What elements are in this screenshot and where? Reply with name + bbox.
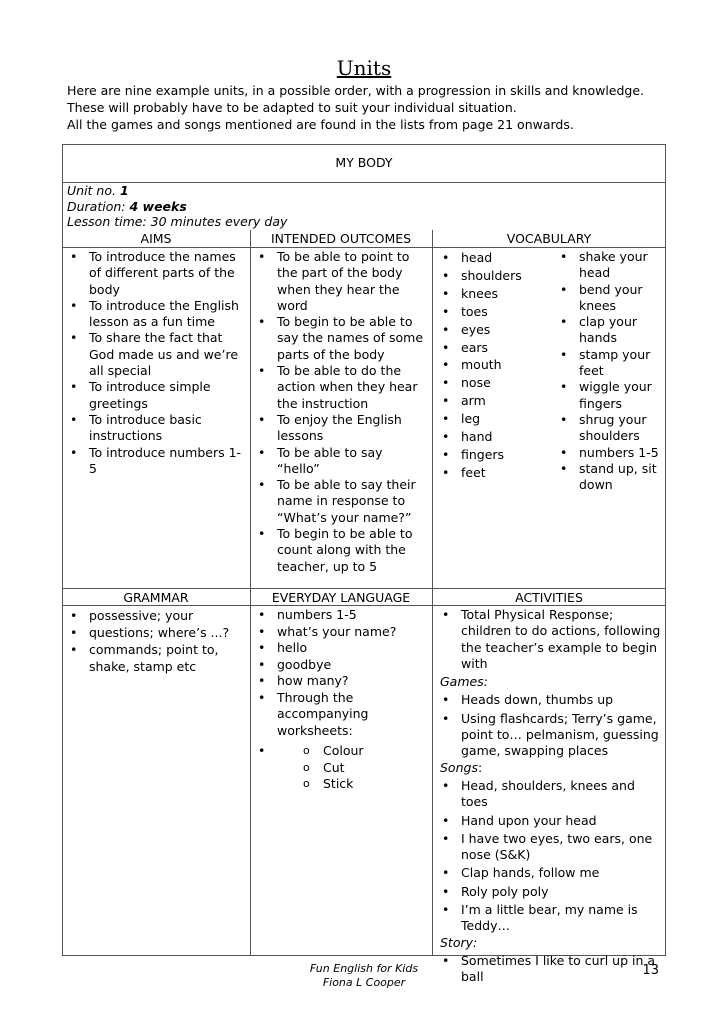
author-name: Fiona L Cooper bbox=[322, 976, 406, 989]
col-header-vocabulary: VOCABULARY bbox=[506, 231, 592, 246]
table-divider bbox=[62, 588, 666, 589]
worksheet-sublist bbox=[256, 743, 428, 793]
list-item: • bend your knees bbox=[558, 282, 662, 315]
list-item: • numbers 1-5 bbox=[256, 607, 428, 624]
list-item: • Head, shoulders, knees and toes bbox=[440, 778, 662, 811]
list-item: • Through the accompanying worksheets: bbox=[256, 690, 428, 740]
list-item: • what’s your name? bbox=[256, 624, 428, 641]
unit-number: Unit no. 1 bbox=[67, 183, 129, 198]
list-item: • To begin to be able to count along with the teacher, up to 5 bbox=[256, 526, 428, 575]
list-item: • Heads down, thumbs up bbox=[440, 692, 662, 708]
col-header-outcomes: INTENDED OUTCOMES bbox=[270, 231, 412, 246]
list-item: • commands; point to, shake, stamp etc bbox=[68, 641, 246, 675]
list-item: • To be able to say their name in response to “What’s your name?” bbox=[256, 477, 428, 526]
story-label: Story: bbox=[440, 934, 478, 950]
page-title: Units bbox=[336, 56, 392, 80]
list-item: • feet bbox=[440, 464, 548, 482]
aims-list bbox=[68, 249, 246, 477]
list-item: • numbers 1-5 bbox=[558, 445, 662, 461]
table-divider bbox=[62, 247, 666, 248]
list-item: • To introduce simple greetings bbox=[68, 379, 246, 412]
list-item: • To be able to say “hello” bbox=[256, 445, 428, 478]
vocabulary-list-actions bbox=[558, 249, 662, 493]
intro-line: All the games and songs mentioned are found in the lists from page 21 onwards. bbox=[67, 117, 574, 132]
list-item: • questions; where’s ...? bbox=[68, 624, 246, 641]
list-item: • arm bbox=[440, 392, 548, 410]
grammar-list bbox=[68, 607, 246, 675]
list-item: o Cut bbox=[303, 760, 428, 777]
list-item: • To introduce numbers 1-5 bbox=[68, 445, 246, 478]
page-footer bbox=[0, 962, 728, 990]
list-item: • possessive; your bbox=[68, 607, 246, 624]
col-header-grammar: GRAMMAR bbox=[123, 590, 189, 605]
list-item: • Using flashcards; Terry’s game, point to… pelmanism, guessing game, swapping places bbox=[440, 711, 662, 760]
unit-heading: MY BODY bbox=[335, 155, 393, 170]
lesson-time: Lesson time: 30 minutes every day bbox=[67, 214, 288, 229]
list-item: o • Colour bbox=[303, 743, 428, 760]
list-item: • stand up, sit down bbox=[558, 461, 662, 494]
list-item: • nose bbox=[440, 374, 548, 392]
list-item: • To begin to be able to say the names of some parts of the body bbox=[256, 314, 428, 363]
book-title: Fun English for Kids bbox=[309, 962, 419, 975]
list-item: • To enjoy the English lessons bbox=[256, 412, 428, 445]
list-item: • goodbye bbox=[256, 657, 428, 674]
list-item: • hello bbox=[256, 640, 428, 657]
list-item: • Roly poly poly bbox=[440, 884, 662, 900]
list-item: • how many? bbox=[256, 673, 428, 690]
col-header-aims: AIMS bbox=[140, 231, 172, 246]
unit-duration: Duration: 4 weeks bbox=[67, 198, 187, 214]
list-item: • To introduce the names of different parts of the body bbox=[68, 249, 246, 298]
list-item: • To share the fact that God made us and we’re all special bbox=[68, 330, 246, 379]
list-item: • ears bbox=[440, 339, 548, 357]
list-item: • wiggle your fingers bbox=[558, 379, 662, 412]
list-item: • Hand upon your head bbox=[440, 813, 662, 829]
list-item: • To introduce basic instructions bbox=[68, 412, 246, 445]
everyday-language-list bbox=[256, 607, 428, 739]
list-item: • eyes bbox=[440, 321, 548, 339]
intro-text bbox=[67, 82, 644, 133]
intro-line: Here are nine example units, in a possible order, with a progression in skills and knowledge. bbox=[67, 83, 645, 98]
list-item: • To be able to point to the part of the body when they hear the word bbox=[256, 249, 428, 314]
list-item: • shrug your shoulders bbox=[558, 412, 662, 445]
list-item: • To introduce the English lesson as a fun time bbox=[68, 298, 246, 331]
songs-label: Songs: bbox=[440, 759, 483, 775]
list-item: • mouth bbox=[440, 356, 548, 374]
list-item: • Clap hands, follow me bbox=[440, 865, 662, 881]
list-item: • I have two eyes, two ears, one nose (S&K) bbox=[440, 831, 662, 864]
col-header-activities: ACTIVITIES bbox=[515, 590, 583, 605]
table-divider bbox=[62, 605, 666, 606]
list-item: • clap your hands bbox=[558, 314, 662, 347]
list-item: • toes bbox=[440, 303, 548, 321]
list-item: • head bbox=[440, 249, 548, 267]
list-item: o Stick bbox=[303, 776, 428, 793]
list-item: • To be able to do the action when they hear the instruction bbox=[256, 363, 428, 412]
list-item: • leg bbox=[440, 410, 548, 428]
worksheet-actions bbox=[256, 743, 428, 793]
list-item: • Total Physical Response; children to do actions, following the teacher’s example to begin with bbox=[440, 607, 662, 672]
vocabulary-list-body-parts bbox=[440, 249, 548, 482]
list-item: • knees bbox=[440, 285, 548, 303]
unit-info bbox=[67, 183, 287, 230]
list-item: • fingers bbox=[440, 446, 548, 464]
list-item: • shake your head bbox=[558, 249, 662, 282]
games-label: Games: bbox=[440, 674, 488, 690]
intro-line: These will probably have to be adapted to suit your individual situation. bbox=[67, 100, 517, 115]
list-item: • stamp your feet bbox=[558, 347, 662, 380]
list-item: • hand bbox=[440, 428, 548, 446]
list-item: • shoulders bbox=[440, 267, 548, 285]
list-item: • Sometimes I like to curl up in a ball bbox=[440, 953, 662, 986]
outcomes-list bbox=[256, 249, 428, 575]
col-header-everyday-language: EVERYDAY LANGUAGE bbox=[271, 590, 411, 605]
page-number: 13 bbox=[642, 963, 659, 978]
list-item: • I’m a little bear, my name is Teddy… bbox=[440, 902, 662, 935]
activities-list bbox=[440, 607, 662, 986]
